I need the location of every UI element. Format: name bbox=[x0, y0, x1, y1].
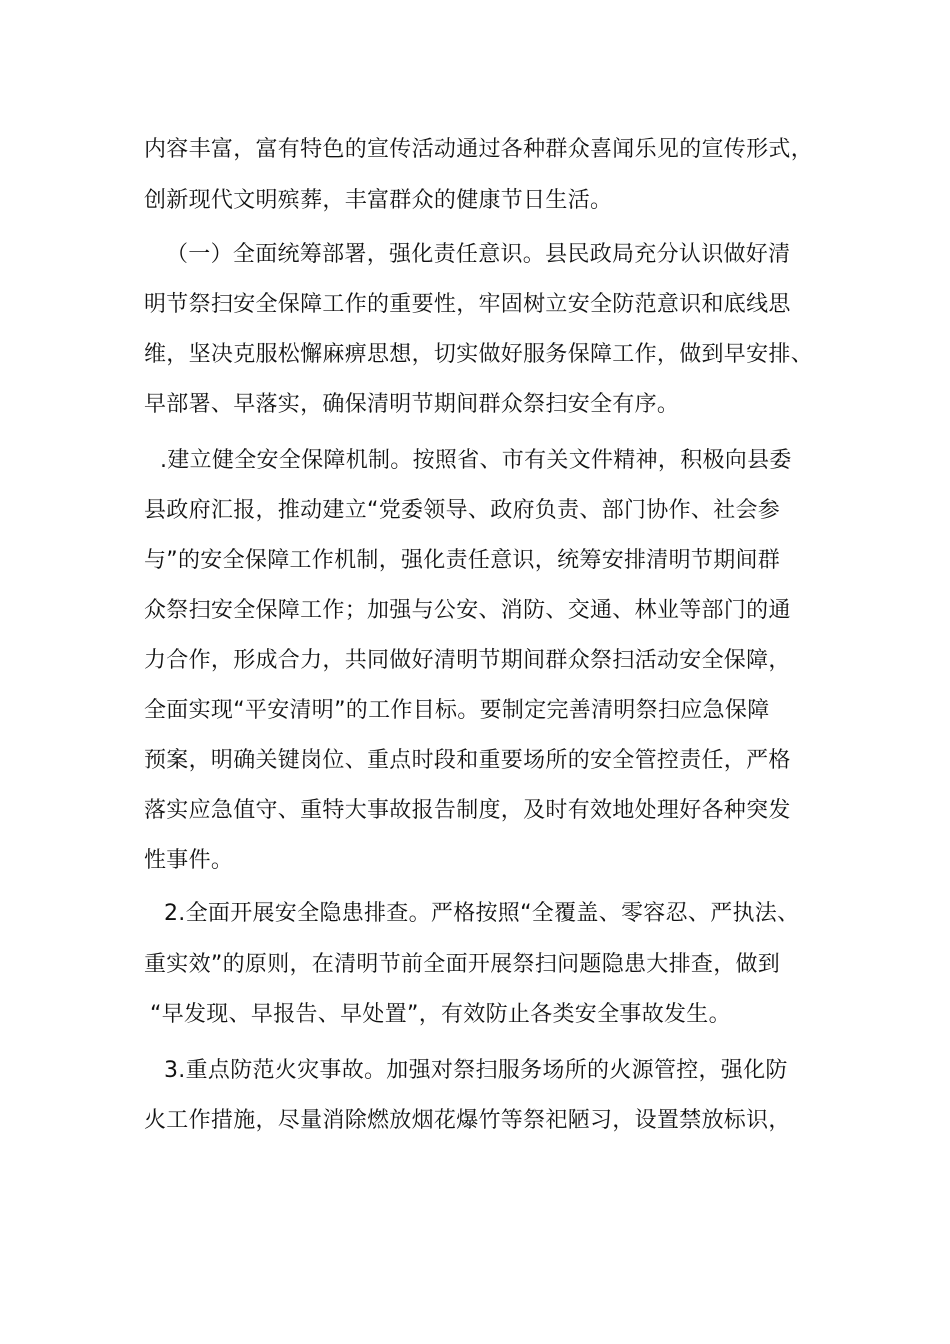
text-line: 力合作，形成合力，共同做好清明节期间群众祭扫活动安全保障， bbox=[144, 648, 791, 673]
text-line: 性事件。 bbox=[144, 848, 234, 873]
paragraph-heading-line: 2.全面开展安全隐患排查。严格按照“全覆盖、零容忍、严执法、 bbox=[164, 901, 800, 926]
text-line: 预案，明确关键岗位、重点时段和重要场所的安全管控责任，严格 bbox=[144, 748, 791, 773]
text-line: 与”的安全保障工作机制，强化责任意识，统筹安排清明节期间群 bbox=[144, 548, 781, 573]
text-line: 全面实现“平安清明”的工作目标。要制定完善清明祭扫应急保障 bbox=[144, 698, 770, 723]
paragraph-heading-line: .建立健全安全保障机制。按照省、市有关文件精神，积极向县委 bbox=[160, 448, 792, 473]
text-line: 创新现代文明殡葬，丰富群众的健康节日生活。 bbox=[144, 188, 613, 213]
text-line: 落实应急值守、重特大事故报告制度，及时有效地处理好各种突发 bbox=[144, 798, 791, 823]
text-line: 重实效”的原则，在清明节前全面开展祭扫问题隐患大排查，做到 bbox=[144, 952, 781, 977]
text-line: 内容丰富，富有特色的宣传活动通过各种群众喜闻乐见的宣传形式， bbox=[144, 137, 814, 162]
text-line: “早发现、早报告、早处置”，有效防止各类安全事故发生。 bbox=[150, 1002, 731, 1027]
text-line: 火工作措施，尽量消除燃放烟花爆竹等祭祀陋习，设置禁放标识， bbox=[144, 1108, 791, 1133]
text-line: 维，坚决克服松懈麻痹思想，切实做好服务保障工作，做到早安排、 bbox=[144, 342, 814, 367]
text-line: 众祭扫安全保障工作；加强与公安、消防、交通、林业等部门的通 bbox=[144, 598, 791, 623]
paragraph-heading-line: （一）全面统筹部署，强化责任意识。县民政局充分认识做好清 bbox=[166, 242, 791, 267]
text-line: 早部署、早落实，确保清明节期间群众祭扫安全有序。 bbox=[144, 392, 680, 417]
text-line: 明节祭扫安全保障工作的重要性，牢固树立安全防范意识和底线思 bbox=[144, 292, 791, 317]
paragraph-heading-line: 3.重点防范火灾事故。加强对祭扫服务场所的火源管控，强化防 bbox=[164, 1058, 788, 1083]
text-line: 县政府汇报，推动建立“党委领导、政府负责、部门协作、社会参 bbox=[144, 498, 781, 523]
